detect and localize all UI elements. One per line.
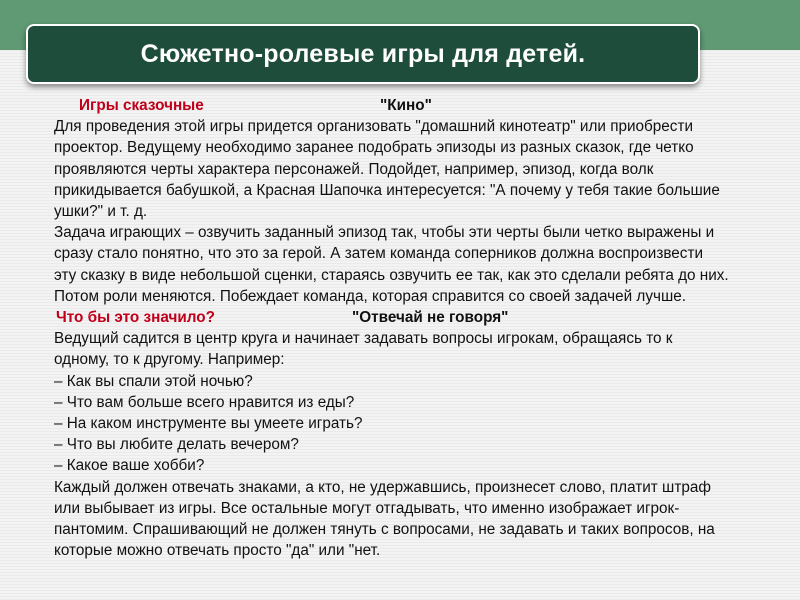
- body-line: одному, то к другому. Например:: [54, 351, 285, 369]
- game-title-2: "Отвечай не говоря": [352, 309, 509, 327]
- body-line: пантомим. Спрашивающий не должен тянуть с вопросами, не задавать и таких вопросов, на: [54, 521, 715, 539]
- section-heading-1: [54, 95, 774, 116]
- body-line: проявляются черты характера персонажей. Подойдет, например, эпизод, когда волк: [54, 160, 654, 178]
- question-line: – Что вам больше всего нравится из еды?: [54, 393, 355, 411]
- question-line: – На каком инструменте вы умеете играть?: [54, 415, 363, 433]
- body-line: Ведущий садится в центр круга и начинает задавать вопросы игрокам, обращаясь то к: [54, 330, 673, 348]
- slide-title: Сюжетно-ролевые игры для детей.: [140, 39, 586, 68]
- slide-body: [54, 95, 774, 561]
- section-heading-2: [54, 307, 774, 328]
- body-line: эту сказку в виде небольшой сценки, стараясь озвучить ее так, как это сделали ребята до них.: [54, 266, 729, 284]
- body-line: Каждый должен отвечать знаками, а кто, не удержавшись, произнесет слово, платит штраф: [54, 478, 711, 496]
- title-banner: [26, 24, 700, 84]
- body-line: проектор. Ведущему необходимо заранее подобрать эпизоды из разных сказок, где четко: [54, 139, 694, 157]
- section-category-1: Игры сказочные: [79, 97, 204, 114]
- game-title-1: "Кино": [380, 97, 432, 114]
- body-line: или выбывает из игры. Все остальные могут отгадывать, что именно изображает игрок-: [54, 499, 680, 517]
- body-line: Потом роли меняются. Побеждает команда, которая справится со своей задачей лучше.: [54, 287, 686, 305]
- body-line: Для проведения этой игры придется организовать "домашний кинотеатр" или приобрести: [54, 118, 694, 136]
- body-line: Задача играющих – озвучить заданный эпизод так, чтобы эти черты были четко выражены и: [54, 224, 715, 242]
- question-line: – Что вы любите делать вечером?: [54, 436, 299, 454]
- question-line: – Как вы спали этой ночью?: [54, 372, 253, 390]
- body-line: прикидывается бабушкой, а Красная Шапочка интересуется: "А почему у тебя такие большие: [54, 181, 720, 199]
- section-category-2: Что бы это значило?: [56, 309, 215, 327]
- body-line: сразу стало понятно, что это за герой. А затем команда соперников должна воспроизвести: [54, 245, 703, 263]
- body-line: которые можно отвечать просто "да" или "нет.: [54, 542, 381, 560]
- question-line: – Какое ваше хобби?: [54, 457, 205, 475]
- body-line: ушки?" и т. д.: [54, 203, 148, 220]
